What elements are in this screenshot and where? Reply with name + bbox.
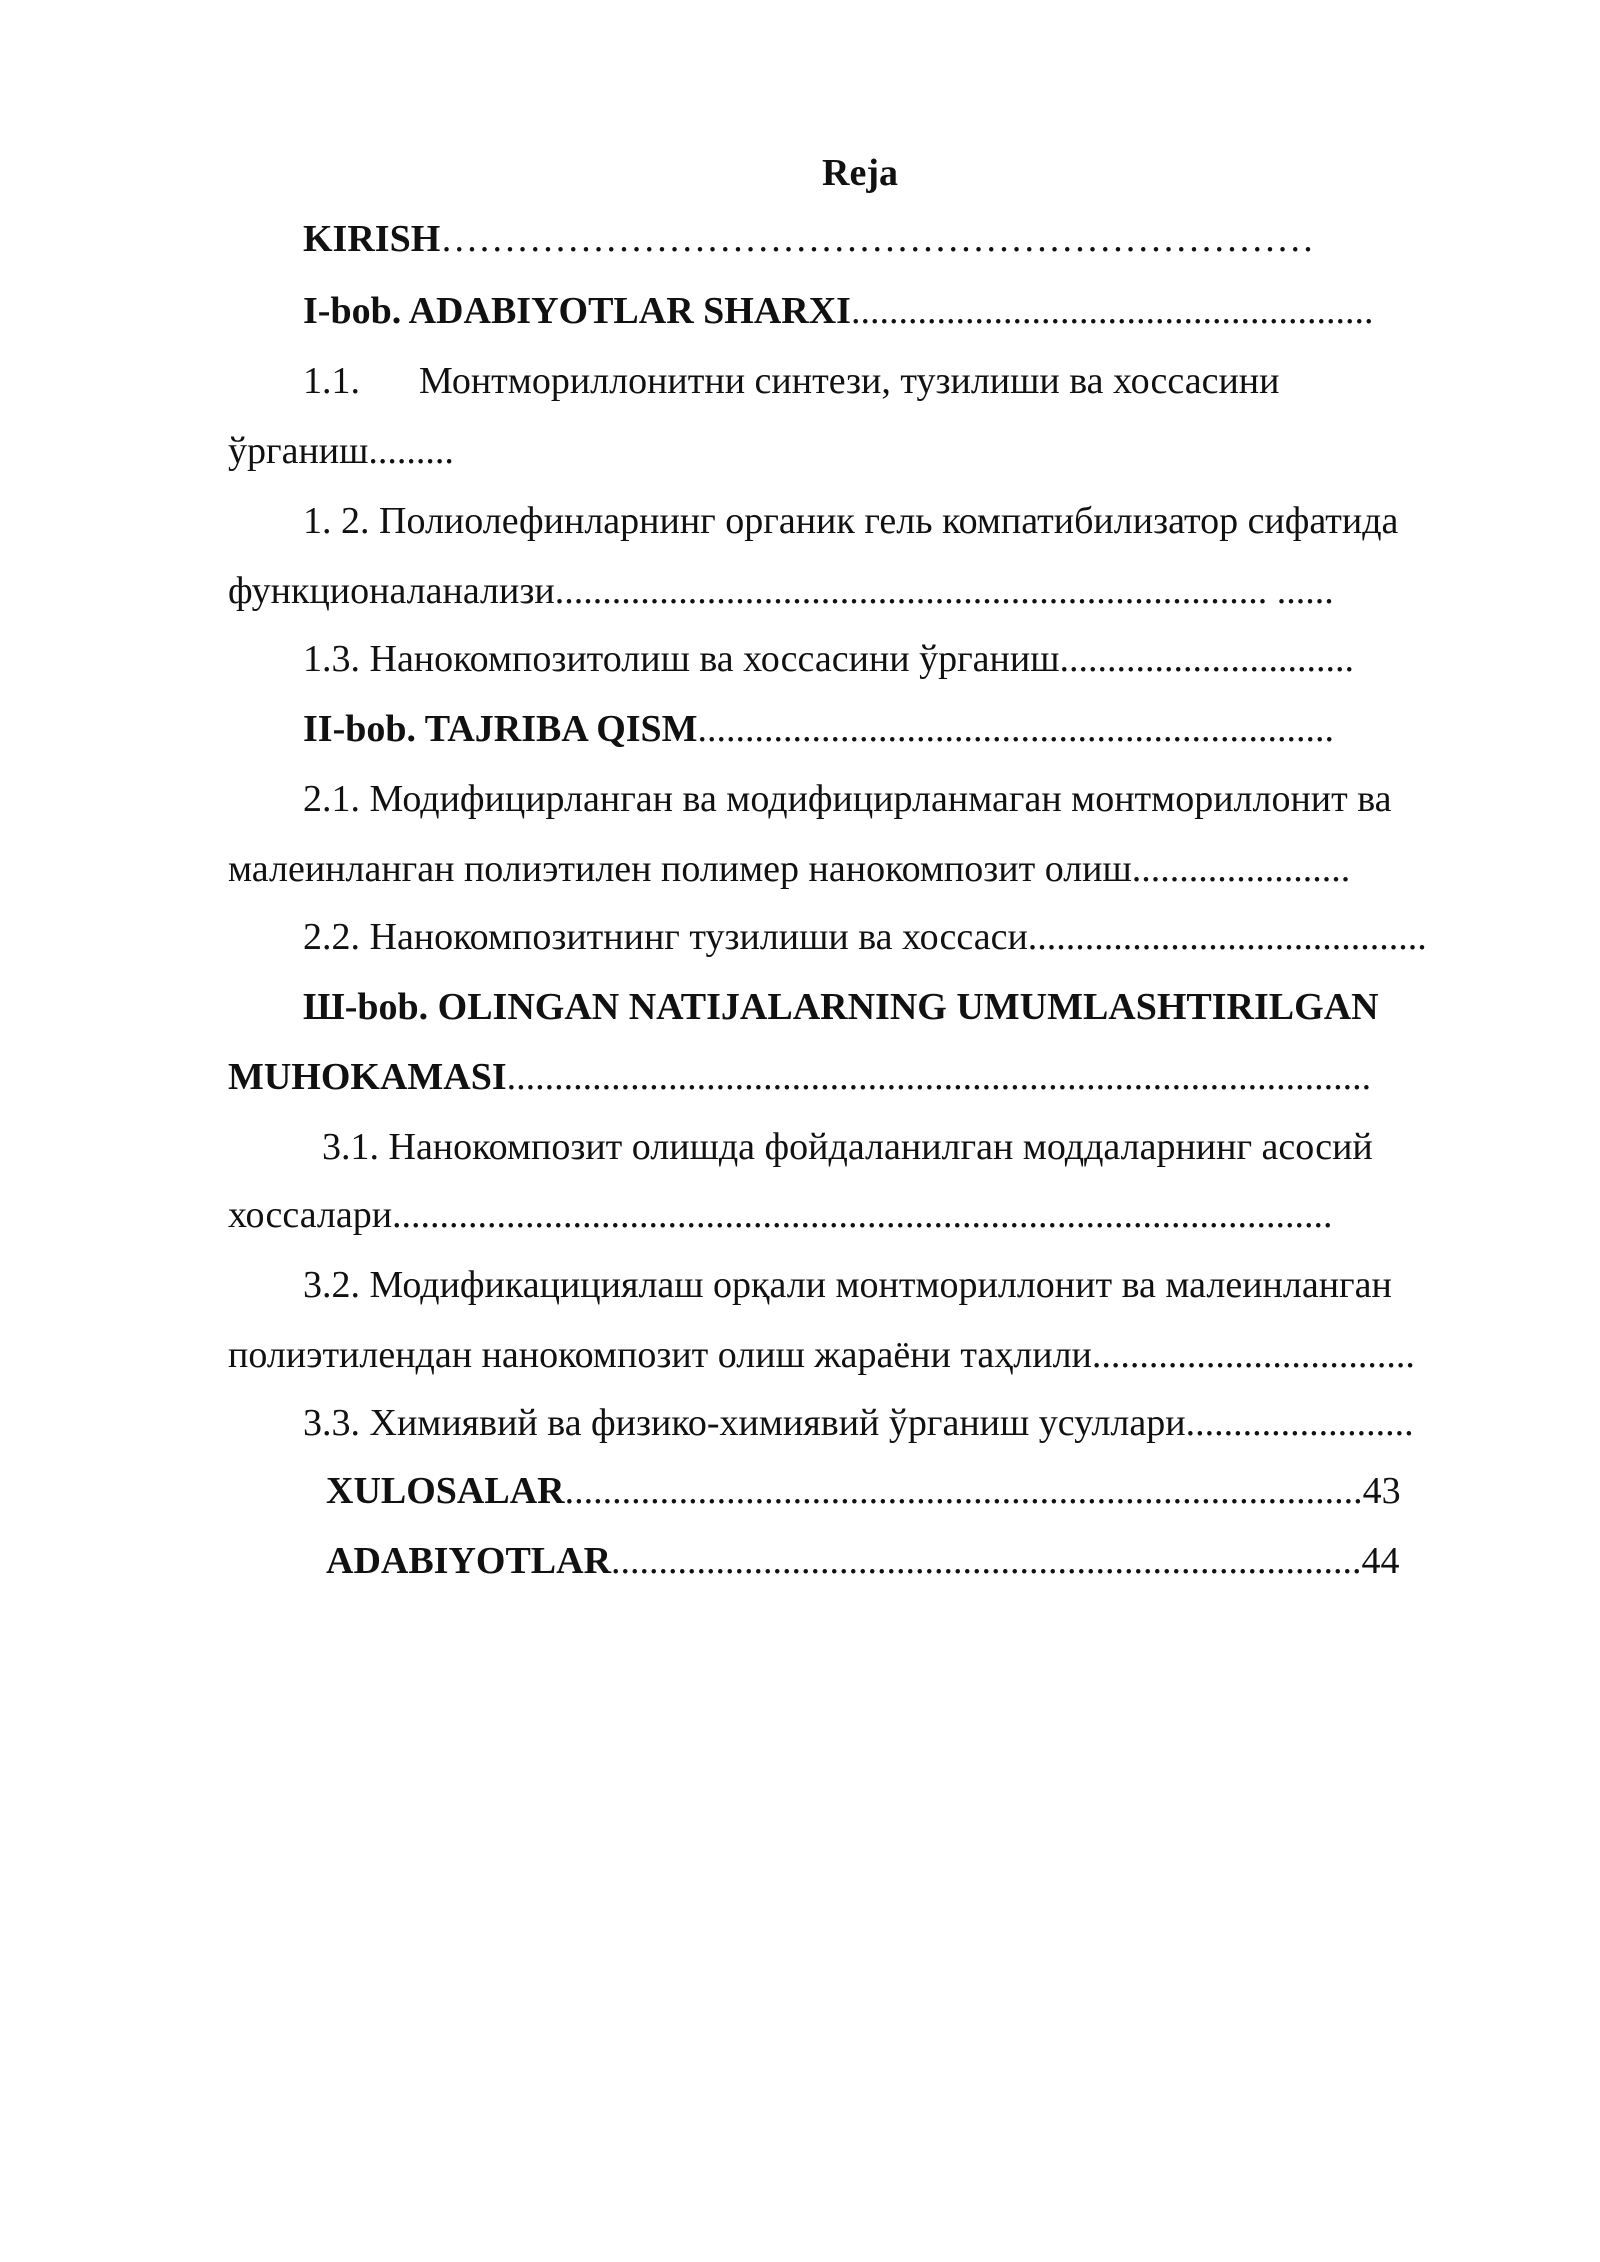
toc-entry-chapter-3-line-1: Ш-bob. OLINGAN NATIJALARNING UMUMLASHTIRILGAN [303, 986, 1379, 1028]
toc-entry-1-2-line-1: 1. 2. Полиолефинларнинг органик гель компатибилизатор сифатида [303, 500, 1399, 542]
toc-entry-1-3: 1.3. Нанокомпозитолиш ва хоссасини ўрганиш............................... [303, 638, 1354, 680]
toc-label: I-bob. ADABIYOTLAR SHARXI [303, 290, 851, 332]
toc-entry-3-1-line-2: хоссалари................................................................................................... [228, 1194, 1333, 1236]
toc-entry-2-1-line-2: малеинланган полиэтилен полимер нанокомпозит олиш....................... [228, 848, 1351, 890]
toc-label: XULOSALAR [326, 1470, 565, 1512]
toc-leader-dots: ........................................................................................... [506, 1056, 1372, 1098]
toc-entry-adabiyotlar [326, 1536, 1400, 1586]
toc-label: KIRISH [303, 218, 441, 260]
toc-entry-1-1-number: 1.1. [303, 360, 360, 402]
toc-entry-chapter-1 [303, 286, 1373, 336]
toc-entry-xulosalar [326, 1466, 1401, 1516]
toc-entry-kirish [303, 214, 1314, 264]
toc-leader-dots: …………………………………………………………… [440, 218, 1315, 260]
toc-leader-dots: ....................................................... [850, 290, 1374, 332]
toc-label: MUHOKAMASI [228, 1056, 507, 1098]
page-title: Reja [822, 152, 898, 194]
toc-entry-3-1-line-1: 3.1. Нанокомпозит олишда фойдаланилган моддаларнинг асосий [322, 1126, 1373, 1168]
toc-label: ADABIYOTLAR [326, 1540, 612, 1582]
toc-leader-dots: ............................................................................... [611, 1540, 1362, 1582]
toc-leader-dots: .................................................................................... [564, 1470, 1363, 1512]
toc-entry-3-2-line-2: полиэтилендан нанокомпозит олиш жараёни таҳлили.................................. [228, 1334, 1415, 1376]
toc-page-number: 44 [1361, 1540, 1400, 1582]
toc-entry-1-1-line-1: Монтмориллонитни синтези, тузилиши ва хоссасини [419, 360, 1280, 402]
toc-entry-3-2-line-1: 3.2. Модификацициялаш орқали монтмориллонит ва малеинланган [303, 1264, 1392, 1306]
toc-entry-1-2-line-2: функционаланализи........................................................................... ...... [228, 570, 1334, 612]
toc-label: II-bob. TAJRIBA QISM [303, 708, 698, 750]
toc-entry-3-3: 3.3. Химиявий ва физико-химиявий ўрганиш усуллари........................ [303, 1402, 1414, 1444]
toc-entry-2-1-line-1: 2.1. Модифицирланган ва модифицирланмаган монтмориллонит ва [303, 778, 1392, 820]
toc-page-number: 43 [1362, 1470, 1401, 1512]
toc-entry-chapter-3-line-2 [228, 1052, 1371, 1102]
toc-entry-chapter-2 [303, 704, 1334, 754]
toc-entry-2-2: 2.2. Нанокомпозитнинг тузилиши ва хоссаси.......................................... [303, 916, 1427, 958]
toc-leader-dots: ................................................................... [697, 708, 1335, 750]
toc-entry-1-1-line-2: ўрганиш......... [228, 430, 454, 472]
